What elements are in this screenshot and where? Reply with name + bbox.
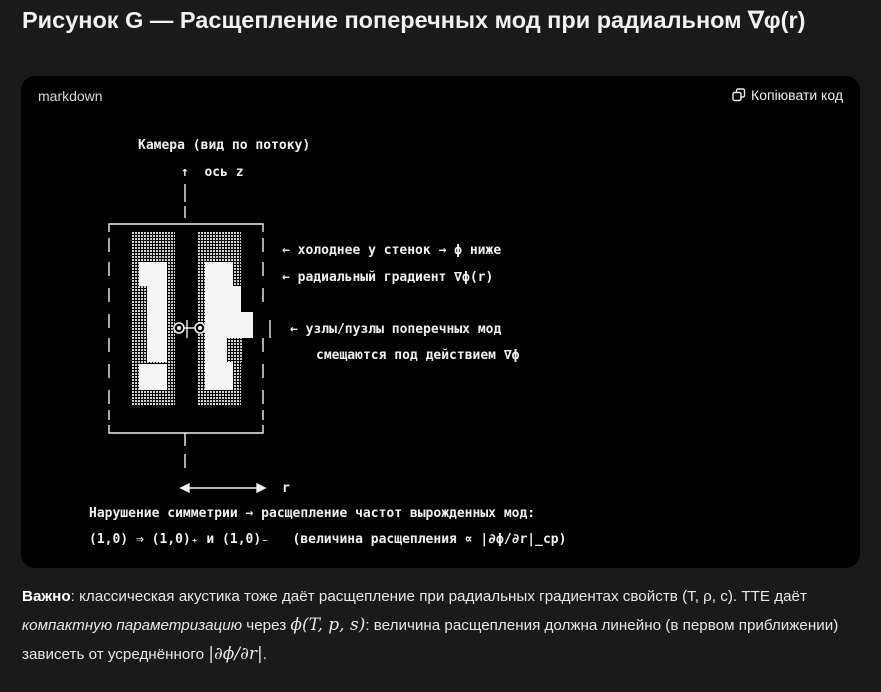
code-block xyxy=(21,76,860,568)
note-emphasis: компактную параметризацию xyxy=(22,617,243,634)
r-axis-arrow xyxy=(181,484,265,492)
code-language-label: markdown xyxy=(38,88,103,104)
symmetry-line: Нарушение симметрии → расщепление частот вырожденных мод: xyxy=(89,506,536,521)
note-text-2: через xyxy=(242,617,291,634)
note-paragraph xyxy=(22,582,862,669)
note-text-4: . xyxy=(262,646,267,663)
annotation-walls: ← холоднее у стенок → ϕ ниже xyxy=(282,243,502,258)
copy-code-label: Копіювати код xyxy=(751,87,843,103)
math-phi: ϕ(T, p, s) xyxy=(290,615,366,635)
annotation-gradient: ← радиальный градиент ∇ϕ(r) xyxy=(282,270,494,285)
note-text-3: : величина расщепления должна линейно (в первом приближении) зависеть от усреднённого xyxy=(22,617,839,663)
annotation-shift: смещаются под действием ∇ϕ xyxy=(316,348,520,363)
left-mode-lobe xyxy=(131,232,175,406)
page-title: Рисунок G — Расщепление поперечных мод при радиальном ∇φ(r) xyxy=(22,7,806,33)
note-bold: Важно xyxy=(22,588,71,605)
z-axis-label: ↑ ось z xyxy=(181,165,244,180)
right-mode-lobe xyxy=(197,232,253,406)
split-line: (1,0) ⇒ (1,0)₊ и (1,0)₋ (величина расщепления ∝ |∂ϕ/∂r|_cp) xyxy=(89,532,567,547)
r-axis-label: r xyxy=(282,481,290,496)
annotation-nodes: ← узлы/пузлы поперечных мод xyxy=(290,322,502,337)
camera-label: Камера (вид по потоку) xyxy=(138,138,311,153)
math-gradient: |∂ϕ/∂r| xyxy=(208,644,263,664)
note-text-1: : классическая акустика тоже даёт расщепление при радиальных градиентах свойств (T, ρ, c). TTE даёт xyxy=(70,588,807,605)
